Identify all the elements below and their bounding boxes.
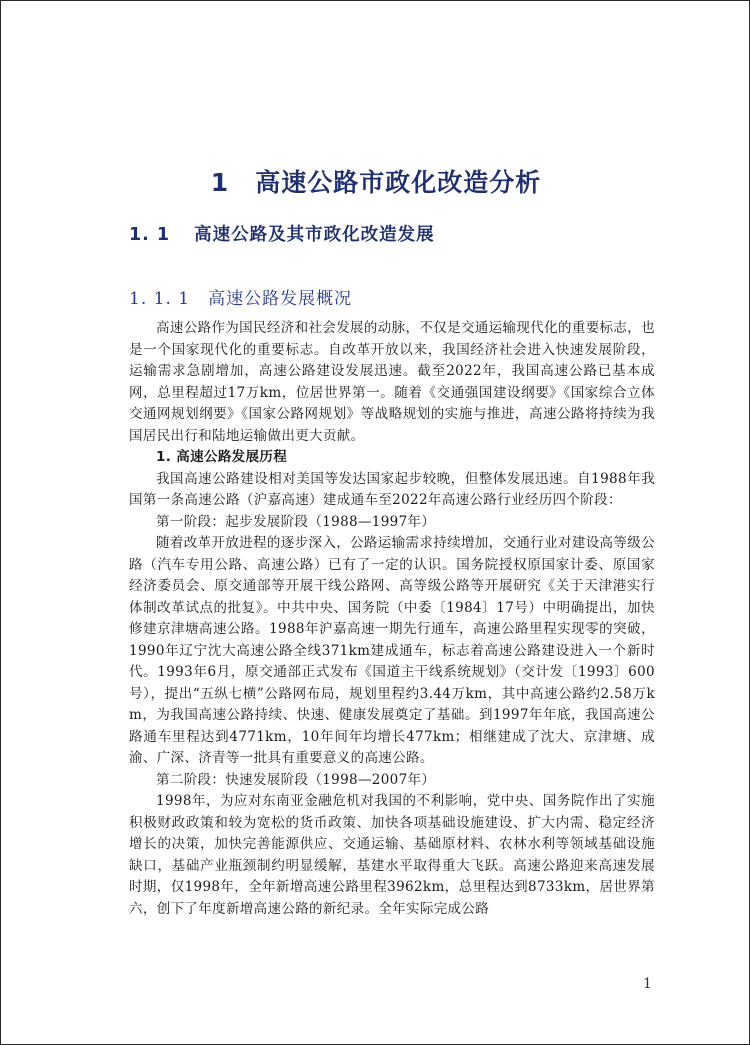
paragraph-history-intro: 我国高速公路建设相对美国等发达国家起步较晚，但整体发展迅速。自1988年我国第一条高速公路（沪嘉高速）建成通车至2022年高速公路行业经历四个阶段： xyxy=(129,470,655,508)
chapter-title: 高速公路市政化改造分析 xyxy=(255,168,542,197)
subsection-heading xyxy=(129,284,352,309)
paragraph-stage-1-title: 第一阶段：起步发展阶段（1988—1997年） xyxy=(156,513,436,530)
paragraph-stage-2-title: 第二阶段：快速发展阶段（1998—2007年） xyxy=(156,771,436,788)
chapter-number: 1 xyxy=(210,168,230,197)
section-heading xyxy=(129,221,435,246)
body-text xyxy=(129,318,655,920)
paragraph-intro: 高速公路作为国民经济和社会发展的动脉，不仅是交通运输现代化的重要标志，也是一个国家现代化的重要标志。自改革开放以来，我国经济社会进入快速发展阶段，运输需求急剧增加，高速公路建设发展迅速。截至2022年，我国高速公路已基本成网，总里程超过17万km，位居世界第一。随着《交通强国建设纲要》《国家综合立体交通网规划纲要》《国家公路网规划》等战略规划的实施与推进，高速公路将持续为我国居民出行和陆地运输做出更大贡献。 xyxy=(129,320,655,444)
paragraph-stage-1-body: 随着改革开放进程的逐步深入，公路运输需求持续增加，交通行业对建设高等级公路（汽车专用公路、高速公路）已有了一定的认识。国务院授权原国家计委、原国家经济委员会、原交通部等开展干线公路网、高等级公路等开展研究《关于天津港实行体制改革试点的批复》。中共中央、国务院（中委〔1984〕17号）中明确提出，加快修建京津塘高速公路。1988年沪嘉高速一期先行通车，高速公路里程实现零的突破，1990年辽宁沈大高速公路全线371km建成通车，标志着高速公路建设进入一个新时代。1993年6月，原交通部正式发布《国道主干线系统规划》（交计发〔1993〕600号），提出“五纵七横”公路网布局，规划里程约3.44万km，其中高速公路约2.58万km，为我国高速公路持续、快速、健康发展奠定了基础。到1997年年底，我国高速公路通车里程达到4771km，10年间年均增长477km；相继建成了沈大、京津塘、成渝、广深、济青等一批具有重要意义的高速公路。 xyxy=(129,535,655,766)
paragraph-stage-2-body: 1998年，为应对东南亚金融危机对我国的不利影响，党中央、国务院作出了实施积极财政政策和较为宽松的货币政策、加快各项基础设施建设、扩大内需、稳定经济增长的决策，加快完善能源供应、交通运输、基础原材料、农林水利等领域基础设施缺口，基础产业瓶颈制约明显缓解，基建水平取得重大飞跃。高速公路迎来高速发展时期，仅1998年，全年新增高速公路里程3962km，总里程达到8733km，居世界第六，创下了年度新增高速公路的新纪录。全年实际完成公路 xyxy=(129,793,655,917)
subsection-title: 高速公路发展概况 xyxy=(208,289,353,309)
subsection-number: 1. 1. 1 xyxy=(129,289,191,309)
section-number: 1. 1 xyxy=(129,225,171,245)
page-number: 1 xyxy=(643,976,652,992)
paragraph-heading-history: 1. 高速公路发展历程 xyxy=(156,449,288,465)
chapter-heading xyxy=(1,163,750,199)
section-title: 高速公路及其市政化改造发展 xyxy=(194,225,435,245)
